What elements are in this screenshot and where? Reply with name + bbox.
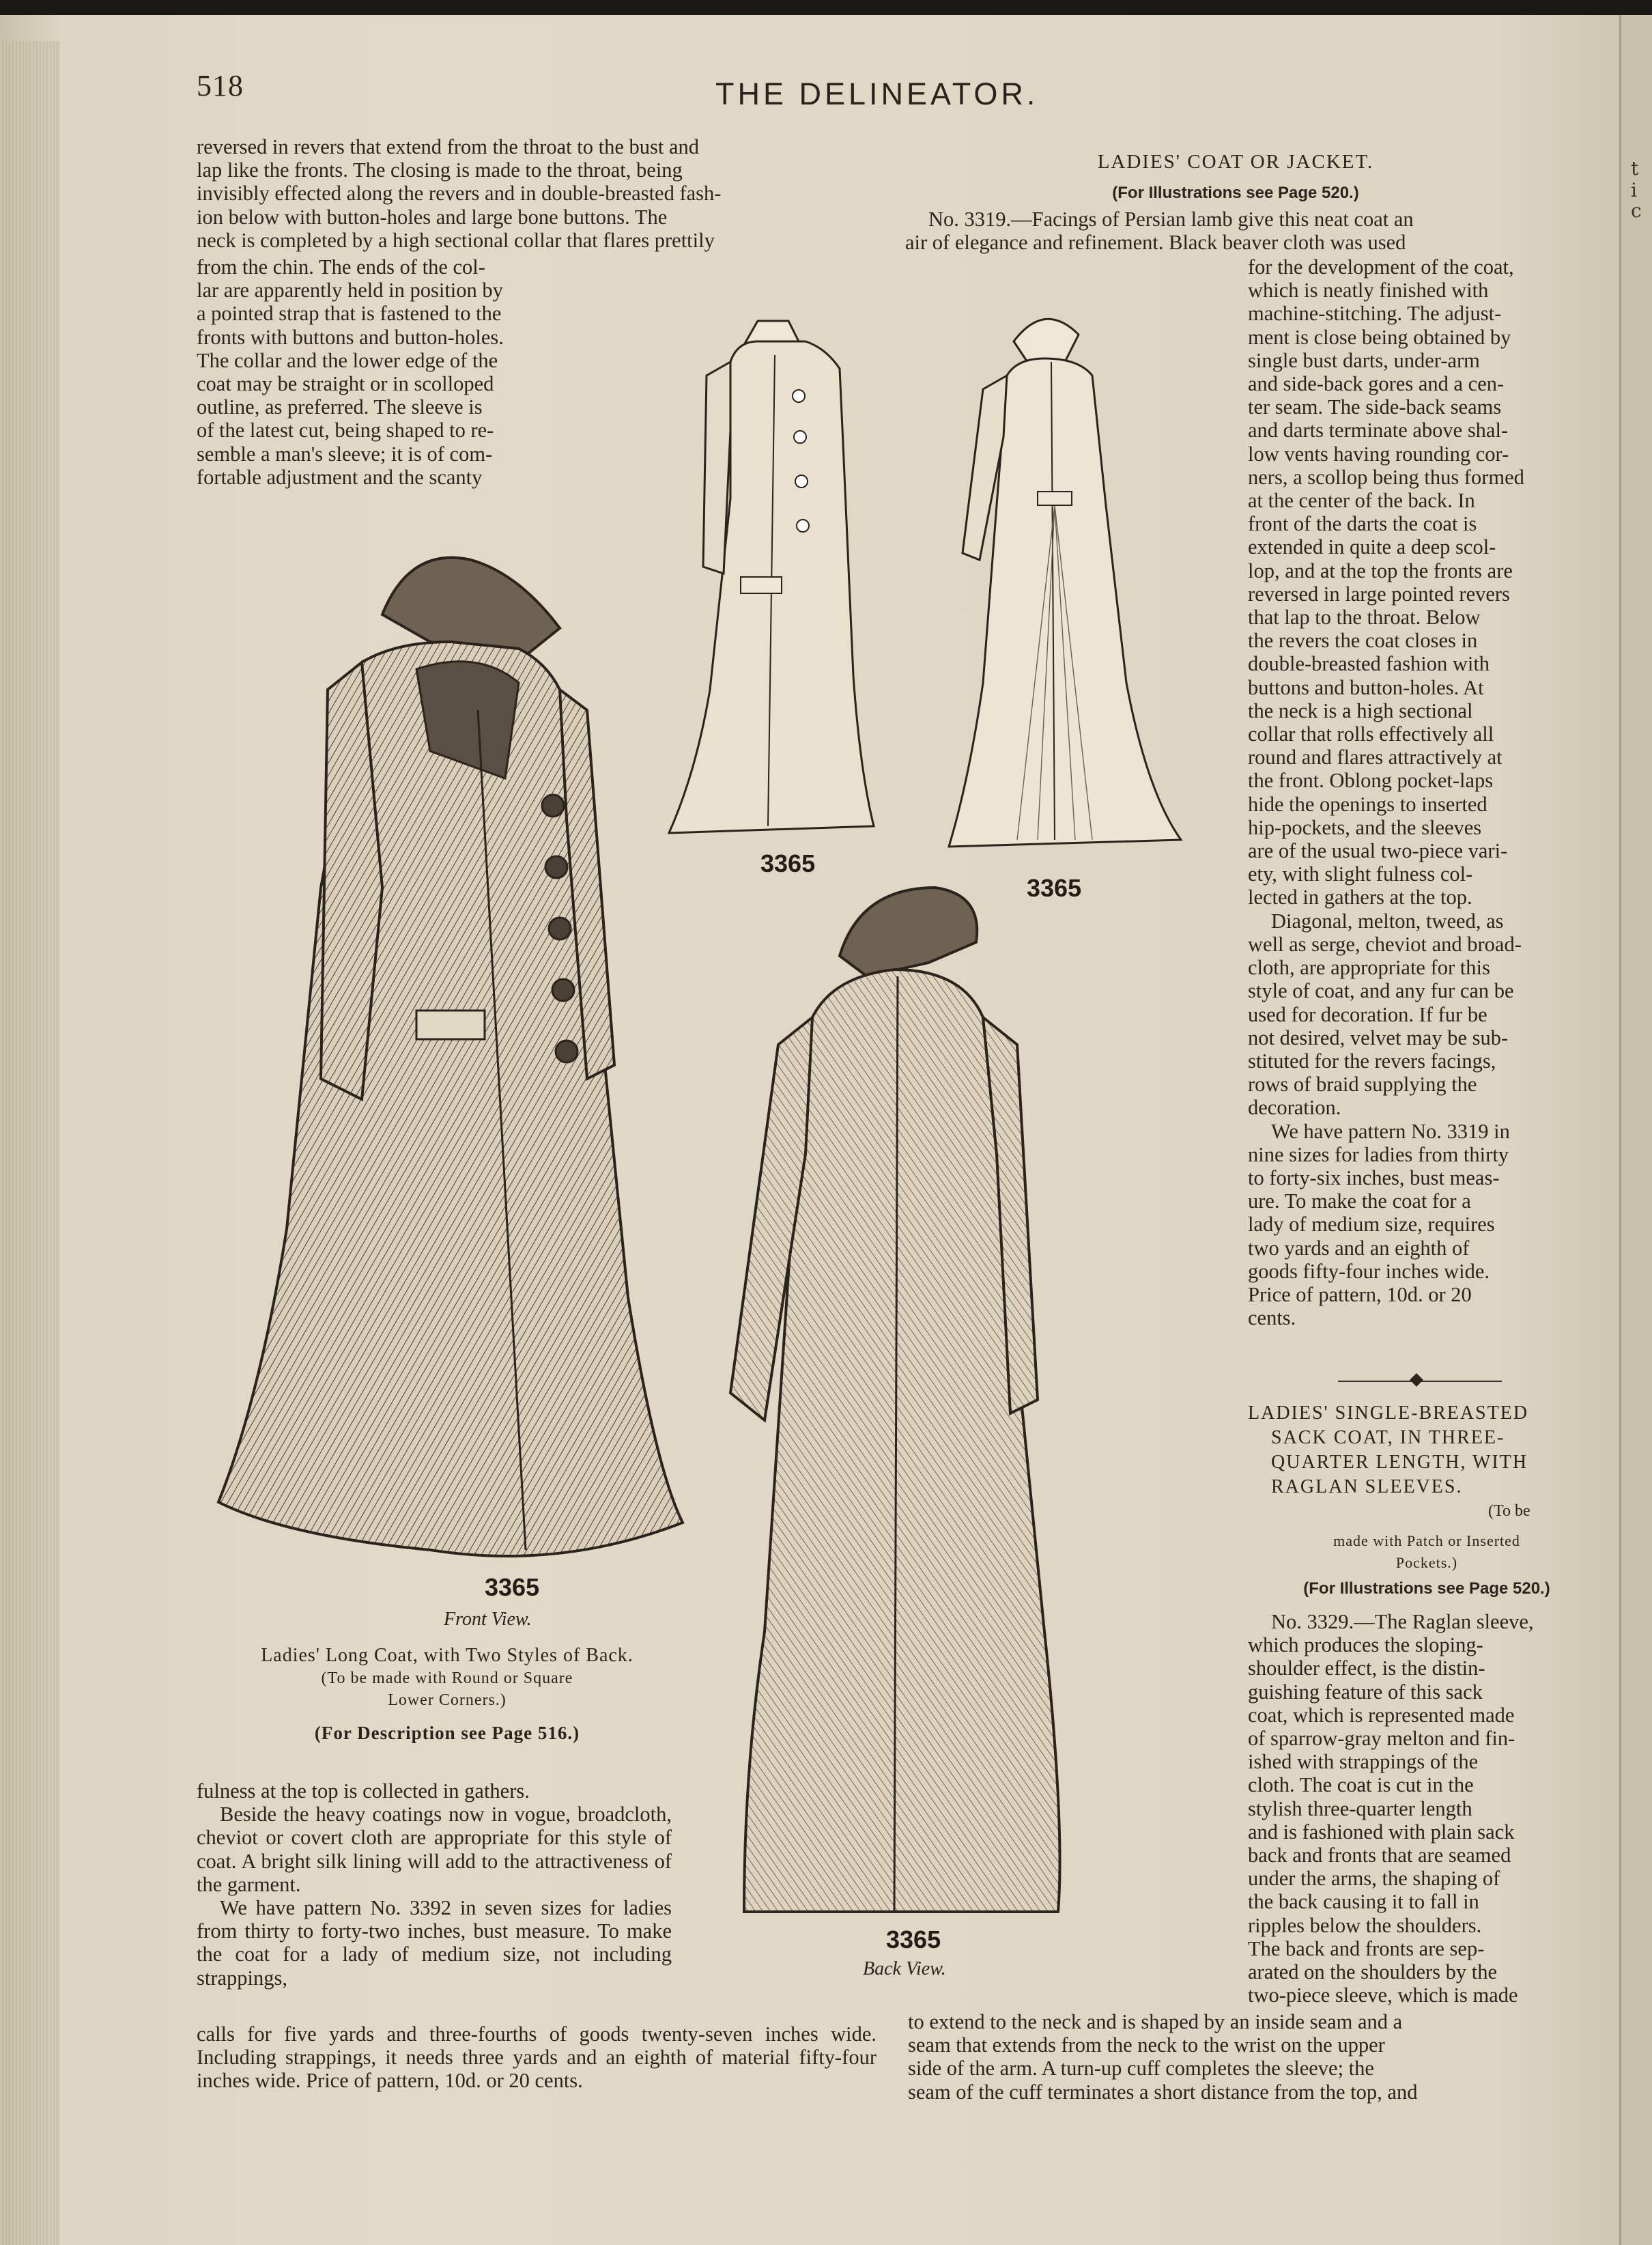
- left-bottom-text: [197, 1779, 672, 1990]
- left-bottom-wide-text: calls for five yards and three-fourths of goods twenty-seven inches wide. Including strappings, it needs three yards and an eighth of material fifty-four inches wide. Price of pattern, 10d. or 20 cents.: [197, 2022, 877, 2093]
- text-line: ment is close being obtained by: [1248, 325, 1511, 349]
- text-line: to extend to the neck and is shaped by an inside seam and a: [908, 2010, 1403, 2033]
- text-line: lected in gathers at the top.: [1248, 886, 1472, 909]
- text-line: front of the darts the coat is: [1248, 512, 1477, 536]
- text-line: fronts with buttons and button-holes.: [197, 325, 504, 349]
- article-2-illustration-ref: (For Illustrations see Page 520.): [1303, 1579, 1550, 1598]
- text-line: lap like the fronts. The closing is made to the throat, being: [197, 158, 683, 182]
- text-line: which produces the sloping-: [1248, 1633, 1483, 1657]
- figure-number-small-back: 3365: [1027, 874, 1082, 902]
- article-1-body: [1248, 255, 1589, 1329]
- text-line: and side-back gores and a cen-: [1248, 372, 1505, 396]
- text-line: fortable adjustment and the scanty: [197, 465, 483, 489]
- text-line: decoration.: [1248, 1096, 1341, 1120]
- figure-number-small-front: 3365: [760, 849, 816, 877]
- text-line: lady of medium size, requires: [1248, 1213, 1495, 1237]
- paragraph: fulness at the top is collected in gathers.: [197, 1779, 530, 1803]
- text-line: stylish three-quarter length: [1248, 1796, 1472, 1820]
- text-line: that lap to the throat. Below: [1248, 606, 1481, 630]
- text-line: No. 3319.—Facings of Persian lamb give this neat coat an: [928, 208, 1414, 231]
- paragraph: Beside the heavy coatings now in vogue, broadcloth, cheviot or covert cloth are appropriate for this style of coat. A bright silk lining will add to the attractiveness of the garment.: [197, 1803, 672, 1896]
- text-line: collar that rolls effectively all: [1248, 722, 1494, 746]
- caption-subtitle: Lower Corners.): [388, 1691, 507, 1709]
- next-page-edge: [1619, 15, 1652, 2245]
- text-line: back and fronts that are seamed: [1248, 1844, 1511, 1867]
- text-line: for the development of the coat,: [1248, 255, 1514, 279]
- article-2-body: [1248, 1610, 1589, 2007]
- text-line: double-breasted fashion with: [1248, 652, 1490, 676]
- text-line: under the arms, the shaping of: [1248, 1867, 1500, 1891]
- text-line: stituted for the revers facings,: [1248, 1049, 1496, 1073]
- article-2-note-a: (To be: [1488, 1502, 1530, 1520]
- article-2-note-c: Pockets.): [1395, 1554, 1458, 1571]
- edge-fragment: i: [1631, 179, 1637, 201]
- text-line: We have pattern No. 3319 in: [1271, 1119, 1510, 1143]
- figure-view-front: Front View.: [444, 1609, 532, 1630]
- text-line: two-piece sleeve, which is made: [1248, 1983, 1518, 2007]
- text-line: ners, a scollop being thus formed: [1248, 465, 1524, 489]
- paragraph: We have pattern No. 3392 in seven sizes for ladies from thirty to forty-two inches, bust measure. To make the coat for a lady of medium size, not including strappings,: [197, 1896, 672, 1990]
- page-stack-edge: [0, 41, 60, 2245]
- article-2-note-b: made with Patch or Inserted: [1333, 1532, 1520, 1549]
- text-line: style of coat, and any fur can be: [1248, 979, 1514, 1003]
- scan-top-edge: [0, 0, 1652, 15]
- text-line: lar are apparently held in position by: [197, 279, 503, 302]
- text-line: well as serge, cheviot and broad-: [1248, 932, 1522, 956]
- text-line: extended in quite a deep scol-: [1248, 535, 1496, 559]
- text-line: guishing feature of this sack: [1248, 1680, 1483, 1704]
- text-line: two yards and an eighth of: [1248, 1236, 1470, 1260]
- coat-large-back-illustration: [724, 881, 1079, 1932]
- article-title-coat-or-jacket: LADIES' COAT OR JACKET.: [1097, 151, 1374, 173]
- figure-number-front: 3365: [485, 1573, 540, 1601]
- figure-number-back: 3365: [886, 1925, 941, 1953]
- page-number: 518: [197, 69, 244, 102]
- text-line: ished with strappings of the: [1248, 1750, 1479, 1774]
- running-title: THE DELINEATOR.: [715, 76, 1039, 111]
- text-line: not desired, velvet may be sub-: [1248, 1026, 1509, 1049]
- left-top-text: [197, 135, 877, 252]
- text-line: single bust darts, under-arm: [1248, 348, 1480, 372]
- text-line: low vents having rounding cor-: [1248, 442, 1509, 466]
- caption-subtitle: (To be made with Round or Square: [321, 1669, 573, 1687]
- article-1-intro: [905, 208, 1591, 254]
- figure-view-back: Back View.: [863, 1958, 946, 1979]
- text-line: cloth. The coat is cut in the: [1248, 1773, 1474, 1797]
- text-line: reversed in revers that extend from the throat to the bust and: [197, 135, 699, 158]
- text-line: the front. Oblong pocket-laps: [1248, 769, 1494, 793]
- text-line: hip-pockets, and the sleeves: [1248, 815, 1482, 839]
- text-line: outline, as preferred. The sleeve is: [197, 395, 483, 419]
- text-line: the neck is a high sectional: [1248, 698, 1473, 722]
- text-line: machine-stitching. The adjust-: [1248, 302, 1502, 326]
- article-illustration-ref: (For Illustrations see Page 520.): [1112, 184, 1359, 202]
- caption-title: Ladies' Long Coat, with Two Styles of Back.: [261, 1645, 633, 1666]
- text-line: of sparrow-gray melton and fin-: [1248, 1727, 1515, 1751]
- text-line: buttons and button-holes. At: [1248, 675, 1484, 699]
- text-line: are of the usual two-piece vari-: [1248, 839, 1508, 863]
- text-line: round and flares attractively at: [1248, 746, 1503, 769]
- text-line: semble a man's sleeve; it is of com-: [197, 442, 493, 466]
- text-line: goods fifty-four inches wide.: [1248, 1259, 1490, 1283]
- text-line: seam of the cuff terminates a short distance from the top, and: [908, 2080, 1418, 2104]
- edge-fragment: t: [1631, 157, 1639, 180]
- text-line: rows of braid supplying the: [1248, 1073, 1477, 1097]
- text-line: ripples below the shoulders.: [1248, 1913, 1482, 1937]
- text-line: and darts terminate above shal-: [1248, 419, 1509, 442]
- text-line: coat, which is represented made: [1248, 1703, 1515, 1727]
- text-line: from the chin. The ends of the col-: [197, 255, 485, 279]
- text-line: invisibly effected along the revers and in double-breasted fash-: [197, 182, 722, 206]
- text-line: at the center of the back. In: [1248, 489, 1475, 513]
- text-line: shoulder effect, is the distin-: [1248, 1656, 1485, 1680]
- text-line: cents.: [1248, 1306, 1296, 1330]
- coat-large-front-illustration: [205, 546, 696, 1570]
- coat-small-back-illustration: [942, 300, 1188, 867]
- title-line: RAGLAN SLEEVES.: [1271, 1476, 1463, 1497]
- text-line: air of elegance and refinement. Black beaver cloth was used: [905, 231, 1406, 255]
- text-line: side of the arm. A turn-up cuff completes the sleeve; the: [908, 2057, 1374, 2080]
- text-line: cloth, are appropriate for this: [1248, 956, 1490, 980]
- edge-fragment: c: [1631, 199, 1642, 222]
- text-line: lop, and at the top the fronts are: [1248, 559, 1513, 582]
- article-2-continued: [908, 2010, 1589, 2104]
- caption-ref: (For Description see Page 516.): [314, 1723, 580, 1743]
- text-line: seam that extends from the neck to the wrist on the upper: [908, 2033, 1385, 2057]
- title-line: SACK COAT, IN THREE-: [1271, 1427, 1505, 1448]
- text-line: of the latest cut, being shaped to re-: [197, 419, 494, 442]
- text-line: reversed in large pointed revers: [1248, 582, 1510, 606]
- text-line: ion below with button-holes and large bone buttons. The: [197, 205, 668, 229]
- title-line: LADIES' SINGLE-BREASTED: [1248, 1402, 1529, 1424]
- text-line: ter seam. The side-back seams: [1248, 395, 1502, 419]
- text-line: arated on the shoulders by the: [1248, 1960, 1498, 1984]
- text-line: which is neatly finished with: [1248, 279, 1489, 302]
- text-line: and is fashioned with plain sack: [1248, 1820, 1515, 1844]
- text-line: the revers the coat closes in: [1248, 629, 1478, 653]
- text-line: nine sizes for ladies from thirty: [1248, 1142, 1509, 1166]
- text-line: The collar and the lower edge of the: [197, 348, 498, 372]
- text-line: neck is completed by a high sectional collar that flares prettily: [197, 228, 715, 252]
- text-line: Diagonal, melton, tweed, as: [1271, 909, 1504, 933]
- text-line: coat may be straight or in scolloped: [197, 372, 494, 396]
- text-line: the back causing it to fall in: [1248, 1890, 1479, 1914]
- text-line: a pointed strap that is fastened to the: [197, 302, 502, 326]
- text-line: ety, with slight fulness col-: [1248, 862, 1473, 886]
- text-line: hide the openings to inserted: [1248, 792, 1487, 816]
- text-line: Price of pattern, 10d. or 20: [1248, 1282, 1472, 1306]
- text-line: used for decoration. If fur be: [1248, 1002, 1487, 1026]
- text-line: The back and fronts are sep-: [1248, 1936, 1485, 1960]
- left-narrow-text: [197, 255, 603, 489]
- text-line: ure. To make the coat for a: [1248, 1189, 1471, 1213]
- text-line: to forty-six inches, bust meas-: [1248, 1166, 1500, 1189]
- text-line: No. 3329.—The Raglan sleeve,: [1271, 1610, 1534, 1633]
- title-line: QUARTER LENGTH, WITH: [1271, 1452, 1528, 1473]
- article-2-title: [1248, 1401, 1589, 1499]
